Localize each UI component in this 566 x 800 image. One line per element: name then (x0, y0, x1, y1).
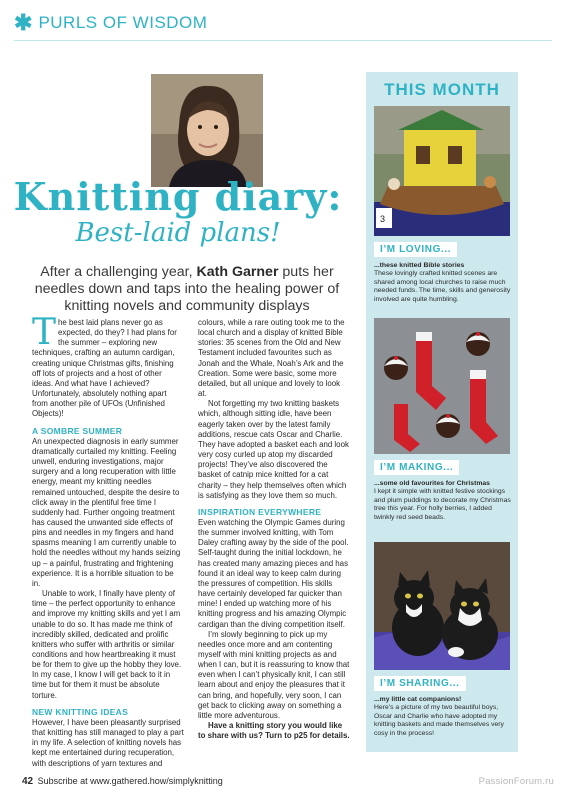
page-number: 42 (22, 776, 34, 787)
section-header (14, 8, 207, 38)
subheading-new-knitting-ideas: NEW KNITTING IDEAS (32, 706, 129, 717)
standfirst-pre: After a challenging year, (40, 264, 197, 280)
making-caption (374, 480, 514, 522)
article-title: Knitting diary: (13, 174, 343, 219)
svg-text:3: 3 (380, 214, 386, 224)
subheading-sombre-summer: A SOMBRE SUMMER (32, 425, 123, 436)
section-name: PURLS OF WISDOM (38, 13, 208, 32)
body-paragraph: colours, while a rare outing took me to the local church and a display of knitted Bible stories: 35 scenes from the Old and New Testament included favourites such as Jonah and the Whale, Noah’s Ark and the Creation. Some were basic, some more detailed, but all unique and lovely to look at. (198, 318, 345, 399)
body-paragraph: An unexpected diagnosis in early summer dramatically curtailed my knitting. Feeling unwell, enduring investigations, major surgery and a long recuperation with little energy, meant my knitting needles remained untouched, despite the desire to click away in the plentiful free time I suddenly had. Further ongoing treatment has caused the unwanted side effects of pins and needles in my fingers and hand spasms meaning I am currently unable to hold the needles without my hands seizing up – a painful, frustrating and frightening experience. It is a horrible situation to be in. (32, 436, 181, 588)
sharing-text: Here’s a picture of my two beautiful boys, Oscar and Charlie who have adopted my knitting baskets and made themselves very cosy in the process! (374, 704, 504, 737)
intro-paragraph: The best laid plans never go as expected, do they? I had plans for the summer – exploring new techniques, crafting an autumn cardigan, creating unique Christmas gifts, finishing off lots of projects and a host of other ideas. And what have I achieved? Unfortunately, absolutely nothing apart from another pile of UFOs (Unfinished Objects)! (32, 312, 177, 419)
body-paragraph: Not forgetting my two knitting baskets which, although sitting idle, have been eagerly taken over by the latest family additions, rescue cats Oscar and Charlie. They have adopted a basket each and look very cosy curled up atop my discarded projects! They’ve also discovered the basket of catnip mice knitted for a cat charity – they help themselves often which is satisfying as they love them so much. (198, 399, 349, 500)
loving-lead: ...these knitted Bible stories (374, 262, 465, 269)
sharing-tag: I’M SHARING... (374, 676, 466, 693)
asterisk-icon: ✱ (14, 10, 33, 35)
article-column-left (32, 312, 184, 769)
subheading-inspiration-everywhere: INSPIRATION EVERYWHERE (198, 506, 322, 517)
article-column-right (198, 318, 350, 741)
making-text: I kept it simple with knitted festive stockings and plum puddings to decorate my Christmas tree this year. For holly berries, I added twinkly red seed beads. (374, 488, 511, 521)
loving-tag: I’M LOVING... (374, 242, 457, 259)
standfirst-author: Kath Garner (196, 264, 279, 280)
sharing-caption (374, 696, 514, 738)
body-paragraph: However, I have been pleasantly surprised that knitting has still managed to play a part in my life. A selection of knitting novels has kept me entertained during recuperation, with descriptions of yarn textures and (32, 717, 184, 768)
this-month-sidebar (366, 72, 518, 752)
header-rule (14, 40, 552, 41)
making-tag: I’M MAKING... (374, 460, 459, 477)
christmas-knits-photo (374, 318, 510, 454)
article-subtitle: Best-laid plans! (75, 218, 281, 248)
body-paragraph: Even watching the Olympic Games during the summer involved knitting, with Tom Daley crafting away by the side of the pool. Self-taught during the initial lockdown, he has created many amazing pieces and has found it an ideal way to keep calm during the pressures of competition. His skills have certainly developed far quicker than mine! I ended up watching more of his knitting progress and his amazing Olympic cardigan than the diving competition itself. (198, 517, 349, 629)
body-paragraph: Unable to work, I finally have plenty of time – the perfect opportunity to enhance and improve my knitting skills and yet I am unable to do so. It has made me think of incredibly skilled, dedicated and prolific knitters who suffer with arthritis or similar conditions and how heartbreaking it must be for them to give up the hobby they love. In my case, I know I will get back to it in time but for them it must be absolute torture. (32, 589, 182, 700)
making-lead: ...some old favourites for Christmas (374, 480, 490, 487)
standfirst (22, 264, 352, 315)
subscribe-link[interactable]: Subscribe at www.gathered.how/simplyknitting (37, 776, 223, 786)
body-paragraph: I’m slowly beginning to pick up my needles once more and am contenting myself with mini knitting projects as and when I can, but it is reassuring to know that even when I can’t physically knit, I can still learn about and enjoy the pleasures that it can bring, and hopefully, very soon, I can get back to clicking away on something a little more adventurous. (198, 629, 350, 720)
page-footer (22, 776, 223, 787)
drop-cap: T (32, 312, 57, 353)
watermark: PassionForum.ru (478, 776, 554, 787)
cat-companions-photo (374, 542, 510, 670)
loving-text: These lovingly crafted knitted scenes are shared among local churches to raise much needed funds. The time, skills and generosity involved are quite humbling. (374, 270, 511, 303)
loving-caption (374, 262, 514, 304)
sharing-lead: ...my little cat companions! (374, 696, 462, 703)
author-portrait (151, 74, 263, 187)
standfirst-post: puts her needles down and taps into the healing power of knitting novels and community displays (34, 264, 340, 314)
knitted-bible-stories-photo (374, 106, 510, 236)
sidebar-title: THIS MONTH (384, 80, 500, 99)
closing-call-to-action: Have a knitting story you would like to share with us? Turn to p25 for details. (198, 721, 350, 741)
